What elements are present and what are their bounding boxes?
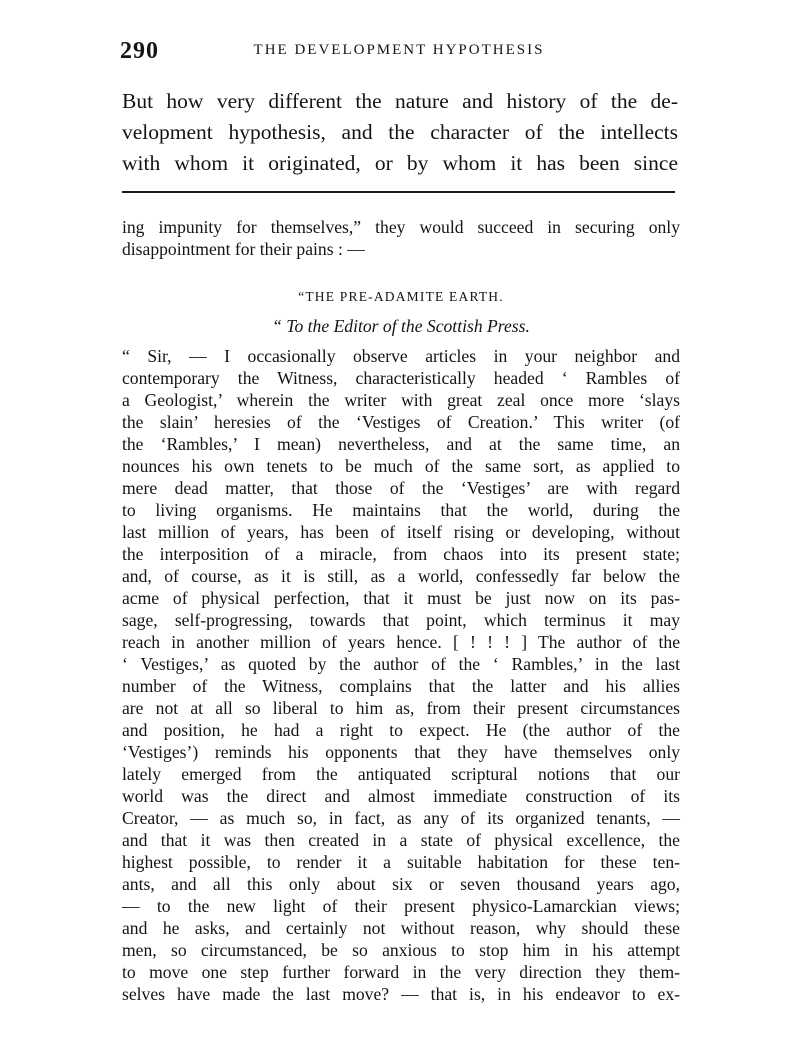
footnote-line: “ Sir, — I occasionally observe articles in your neighbor and xyxy=(122,346,680,366)
footnote-line: and he asks, and certainly not without reason, why should these xyxy=(122,918,680,938)
footnote-heading: “THE PRE-ADAMITE EARTH. xyxy=(298,289,504,304)
footnote-line: are not at all so liberal to him as, from their present circumstances xyxy=(122,698,680,718)
footnote-line: mere dead matter, that those of the ‘Vestiges’ are with regard xyxy=(122,478,680,498)
footnote-line: the interposition of a miracle, from chaos into its present state; xyxy=(122,544,680,564)
footnote-line: number of the Witness, complains that the latter and his allies xyxy=(122,676,680,696)
footnote-line: and, of course, as it is still, as a world, confessedly far below the xyxy=(122,566,680,586)
footnote-line: men, so circumstanced, be so anxious to stop him in his attempt xyxy=(122,940,680,960)
footnote-line: world was the direct and almost immediate construction of its xyxy=(122,786,680,806)
footnote-divider xyxy=(122,191,675,193)
footnote-line: to move one step further forward in the very direction they them- xyxy=(122,962,680,982)
footnote-line: sage, self-progressing, towards that point, which terminus it may xyxy=(122,610,680,630)
footnote-line: ‘Vestiges’) reminds his opponents that they have themselves only xyxy=(122,742,680,762)
footnote-line: contemporary the Witness, characteristically headed ‘ Rambles of xyxy=(122,368,680,388)
footnote-line: — to the new light of their present physico-Lamarckian views; xyxy=(122,896,680,916)
footnote-line: and position, he had a right to expect. He (the author of the xyxy=(122,720,680,740)
page-header xyxy=(120,38,678,66)
footnote-line: and that it was then created in a state of physical excellence, the xyxy=(122,830,680,850)
footnote-line: a Geologist,’ wherein the writer with great zeal once more ‘slays xyxy=(122,390,680,410)
footnote-line: ‘ Vestiges,’ as quoted by the author of the ‘ Rambles,’ in the last xyxy=(122,654,680,674)
footnote-line: lately emerged from the antiquated scriptural notions that our xyxy=(122,764,680,784)
footnote-line: Creator, — as much so, in fact, as any of its organized tenants, — xyxy=(122,808,680,828)
footnote-line: reach in another million of years hence. [ ! ! ! ] The author of the xyxy=(122,632,680,652)
body-line: But how very different the nature and history of the de- xyxy=(122,89,678,113)
footnote-letter xyxy=(122,345,680,1005)
body-line: with whom it originated, or by whom it has been since xyxy=(122,151,678,175)
footnote-line: selves have made the last move? — that is, in his endeavor to ex- xyxy=(122,984,680,1004)
footnote-intro xyxy=(122,216,680,260)
footnote-line: acme of physical perfection, that it must be just now on its pas- xyxy=(122,588,680,608)
body-line: velopment hypothesis, and the character of the intellects xyxy=(122,120,678,144)
footnote-line: ing impunity for themselves,” they would succeed in securing only xyxy=(122,217,680,237)
footnote-salutation: “ To the Editor of the Scottish Press. xyxy=(272,316,530,336)
footnote-line: disappointment for their pains : — xyxy=(122,239,365,259)
footnote-line: the ‘Rambles,’ I mean) nevertheless, and at the same time, an xyxy=(122,434,680,454)
body-paragraph xyxy=(122,86,678,179)
footnote-line: ants, and all this only about six or seven thousand years ago, xyxy=(122,874,680,894)
page-number: 290 xyxy=(120,38,159,64)
footnote-line: the slain’ heresies of the ‘Vestiges of Creation.’ This writer (of xyxy=(122,412,680,432)
footnote-line: last million of years, has been of itself rising or developing, without xyxy=(122,522,680,542)
footnote-line: highest possible, to render it a suitable habitation for these ten- xyxy=(122,852,680,872)
running-head: THE DEVELOPMENT HYPOTHESIS xyxy=(253,42,545,58)
footnote-line: nounces his own tenets to be much of the same sort, as applied to xyxy=(122,456,680,476)
footnote-line: to living organisms. He maintains that the world, during the xyxy=(122,500,680,520)
